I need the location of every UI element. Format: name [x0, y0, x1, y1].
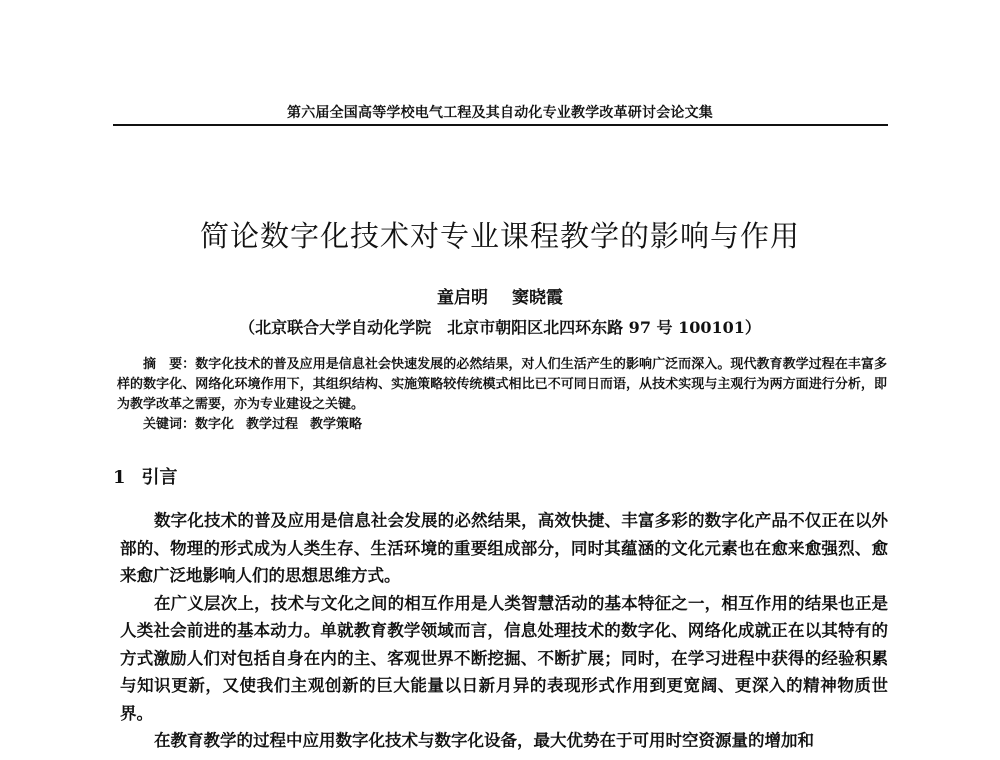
abstract-text: 数字化技术的普及应用是信息社会快速发展的必然结果，对人们生活产生的影响广泛而深入。现代教育教学过程在丰富多样的数字化、网络化环境作用下，其组织结构、实施策略较传统模式相比已不可同日而语，从技术实现与主观行为两方面进行分析，即为教学改革之需要，亦为专业建设之关键。	[117, 357, 887, 412]
paper-title: 简论数字化技术对专业课程教学的影响与作用	[199, 219, 800, 253]
affiliation: （北京联合大学自动化学院 北京市朝阳区北四环东路 97 号 100101）	[239, 318, 761, 337]
section-number: 1	[113, 467, 126, 488]
abstract	[117, 355, 887, 435]
abstract-label: 摘 要：	[143, 357, 196, 372]
abstract-paragraph	[117, 355, 887, 415]
keywords-line	[143, 415, 887, 435]
keywords-label: 关键词：	[143, 417, 196, 432]
keyword: 教学过程	[246, 417, 299, 432]
header-rule	[113, 124, 888, 126]
keyword: 教学策略	[310, 417, 363, 432]
body-text	[120, 507, 888, 755]
running-head: 第六届全国高等学校电气工程及其自动化专业教学改革研讨会论文集	[287, 105, 713, 121]
section-title: 引言	[141, 467, 178, 488]
body-paragraph: 在广义层次上，技术与文化之间的相互作用是人类智慧活动的基本特征之一，相互作用的结果也正是人类社会前进的基本动力。单就教育教学领域而言，信息处理技术的数字化、网络化成就正在以其特有的方式激励人们对包括自身在内的主、客观世界不断挖掘、不断扩展；同时，在学习进程中获得的经验积累与知识更新，又使我们主观创新的巨大能量以日新月异的表现形式作用到更宽阔、更深入的精神物质世界。	[120, 593, 888, 723]
authors: 童启明 窦晓霞	[437, 288, 563, 308]
section-heading	[113, 463, 178, 489]
keyword: 数字化	[195, 417, 235, 432]
body-paragraph: 在教育教学的过程中应用数字化技术与数字化设备，最大优势在于可用时空资源量的增加和	[154, 731, 814, 750]
body-paragraph: 数字化技术的普及应用是信息社会发展的必然结果，高效快捷、丰富多彩的数字化产品不仅正在以外部的、物理的形式成为人类生存、生活环境的重要组成部分，同时其蕴涵的文化元素也在愈来愈强烈、愈来愈广泛地影响人们的思想思维方式。	[120, 511, 888, 585]
